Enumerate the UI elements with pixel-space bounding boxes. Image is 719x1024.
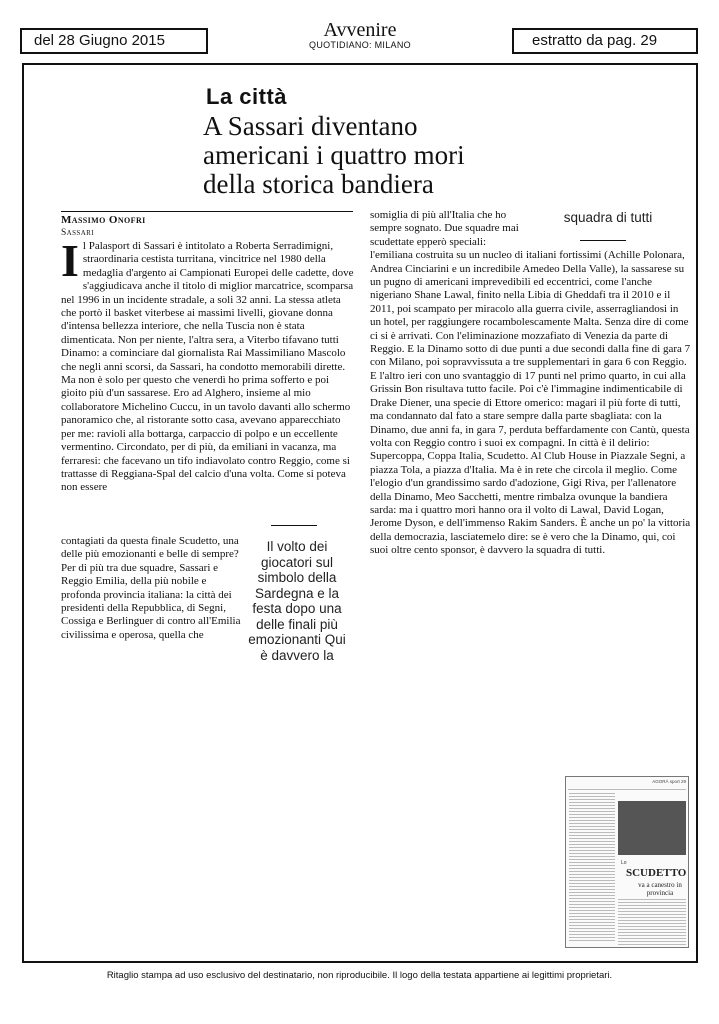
thumbnail-kicker: Lo [621,860,627,866]
drop-cap: I [61,235,79,286]
article-kicker: La città [206,84,288,109]
thumb-text-column [569,793,615,943]
article-column-1-continued [61,535,241,642]
article-author: Massimo Onofri [61,214,146,226]
column-1-text: l Palasport di Sassari è intitolato a Roberta Serradimigni, straordinaria cestista turritana, vincitrice nel 1980 della medaglia d'argento ai Campionati Europei delle cadette, dove s'aggiudicava anche il titolo di miglior marcatrice, scomparsa nel 1996 in un incidente stradale, a soli 32 anni. La stessa atleta che portò il basket viterbese ai massimi livelli, giovane donna d'intensa bellezza interiore, che nella Tuscia non è stata dimenticata. Non per niente, l'altra sera, a Viterbo tifavano tutti Dinamo: a cominciare dal giornalista Rai Massimiliano Mascolo che negli anni scorsi, da Sassari, ha condotto memorabili dirette. Ma non è solo per questo che venerdì ho prima sofferto e poi gioito più d'un sassarese. Ero ad Alghero, insieme al mio collaboratore Michelino Cuccu, in un tavolo davanti allo schermo panoramico che, al ristorante sotto casa, avevano apparecchiato per me: ravioli alla bottarga, carpaccio di polpo e un eccellente vermentino. Circondato, per di più, da emiliani in vacanza, ma ferraresi: che facevano un tifo indiavolato contro Reggio, come si trattasse di Reggiana-Spal del calcio d'una volta. Come si poteva non essere [61,240,354,494]
newspaper-edition: QUOTIDIANO: MILANO [309,40,411,50]
copyright-notice: Ritaglio stampa ad uso esclusivo del destinatario, non riproducibile. Il logo della testata appartiene ai legittimi proprietari. [106,970,613,981]
pullquote-continuation-rule [580,240,626,241]
pullquote-rule [271,525,317,526]
thumb-rule [568,789,686,790]
pullquote: Il volto dei giocatori sul simbolo della Sardegna e la festa dopo una delle finali più emozionanti Qui è davvero la [248,539,346,663]
page-ref-box [512,28,698,54]
byline-rule [61,211,353,212]
masthead [290,20,430,50]
column-2-lead: somiglia di più all'Italia che ho sempre sognato. Due squadre mai scudettate epperò speciali: [370,209,519,248]
article-column-2 [370,209,692,558]
page-thumbnail [565,776,689,948]
thumbnail-subtitle: va a canestro in provincia [638,881,682,897]
article-dateline: Sassari [61,228,94,238]
article-column-1 [61,235,354,495]
thumb-photo [618,801,686,855]
thumbnail-section: AGORÀ sport 29 [652,779,686,784]
publication-date: del 28 Giugno 2015 [34,32,165,49]
article-headline: A Sassari diventano americani i quattro mori della storica bandiera [203,111,465,199]
column-1b-text: contagiati da questa finale Scudetto, una delle più emozionanti e belle di sempre? Per di più tra due squadre, Sassari e Reggio Emilia, della più nobile e profonda provincia italiana: la città dei presidenti della Repubblica, di Segni, Cossiga e Berlinguer di contro all'Emilia civilissima e operosa, quella che [61,535,241,641]
date-box [20,28,208,54]
page-reference: estratto da pag. 29 [532,32,658,49]
column-2-text: l'emiliana costruita su un nucleo di italiani fortissimi (Achille Polonara, Andrea Cinciarini e un incredibile Amedeo Della Valle), la sassarese su un pugno di americani imprevedibili ed eccentrici, come l'anche nigeriano Shane Lawal, finito nella Libia di Gheddafi tra il 2010 e il 2011, poi scampato per miracolo alla guerra civile, asserragliandosi in un hotel, per raggiungere rocambolescamente Malta. Senza dire di come ci si è arrivati. Con l'eliminazione mozzafiato di Venezia da parte di Reggio. E la Dinamo sotto di due punti a due secondi dalla fine di gara 7 con Milano, poi sopravvissuta a tre supplementari in gara 6 con Reggio. E l'altro ieri con uno svantaggio di 17 punti nel primo quarto, in cui alla Grissin Bon risultava tutto facile. Poi c'è l'immagine indimenticabile di Drake Diener, una specie di Ettore omerico: magari il più forte di tutti, ma condannato dal fato a stare sempre dalla parte sbagliata: con la Dinamo, due anni fa, in gara 7, perduta beffardamente con Cantù, questa volta con Reggio contro i suoi ex compagni. In città è il delirio: Supercoppa, Coppa Italia, Scudetto. Al Club House in Piazzale Segni, a piazza Tola, a piazza d'Italia. Ma è in rete che circola il meglio. Come l'elogio d'un grandissimo sardo d'adozione, Gigi Riva, per l'allenatore della Dinamo, Meo Sacchetti, mentre rimbalza ovunque la bandiera sarda: ma i quattro mori hanno ora il volto di Lawal, David Logan, Jerome Dyson, e dell'immenso Rakim Sanders. È anche un po' la vittoria della democrazia, lasciatemelo dire: se è vero che la Dinamo, qui, coi suoi oltre cento sponsor, è davvero la squadra di tutti. [370,249,691,557]
thumb-text-block [618,899,686,945]
pullquote-continuation: squadra di tutti [563,210,653,225]
newspaper-logo: Avvenire [323,19,397,41]
thumbnail-title: SCUDETTO [626,867,687,879]
